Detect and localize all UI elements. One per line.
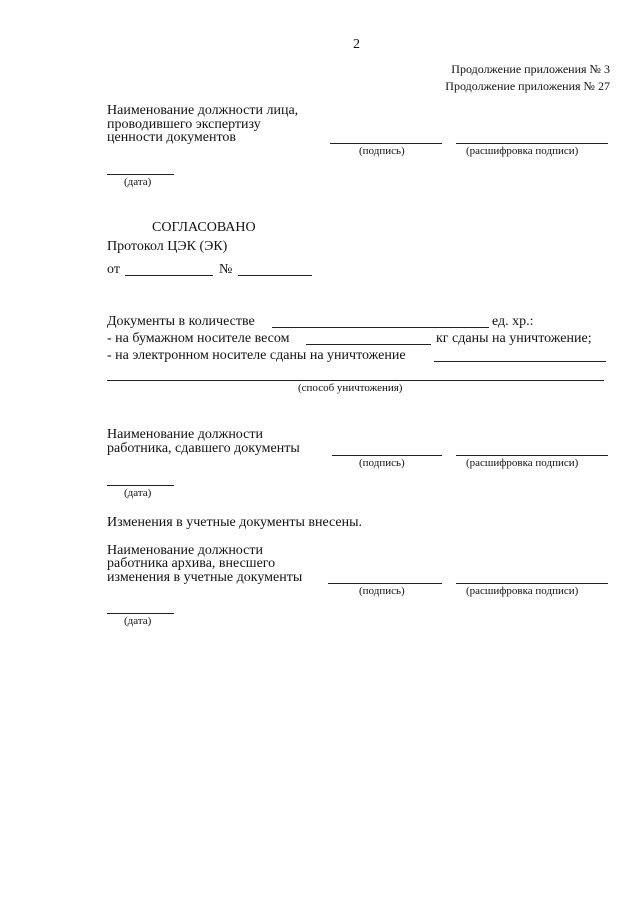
destruction-method-line[interactable] (107, 380, 604, 381)
handover-signature-line[interactable] (332, 455, 442, 456)
handover-decoding-line[interactable] (456, 455, 608, 456)
paper-weight-line[interactable] (306, 344, 431, 345)
handover-date-caption: (дата) (124, 487, 152, 499)
archive-date-caption: (дата) (124, 615, 152, 627)
archive-position-line-2: работника архива, внесшего (107, 556, 276, 571)
expert-decoding-caption: (расшифровка подписи) (466, 145, 579, 157)
documents-count-line[interactable] (272, 327, 489, 328)
protocol-number-sign: № (219, 262, 233, 277)
protocol-label: Протокол ЦЭК (ЭК) (107, 239, 228, 254)
documents-count-unit: ед. хр.: (492, 314, 534, 329)
electronic-carrier-line[interactable] (434, 361, 606, 362)
continuation-line-2: Продолжение приложения № 27 (445, 79, 610, 93)
handover-decoding-caption: (расшифровка подписи) (466, 457, 579, 469)
documents-count-label: Документы в количестве (107, 314, 255, 329)
expert-decoding-line[interactable] (456, 143, 608, 144)
destruction-method-caption: (способ уничтожения) (298, 382, 403, 394)
continuation-line-1: Продолжение приложения № 3 (451, 62, 610, 76)
expert-position-line-3: ценности документов (107, 130, 237, 145)
archive-position-line-1: Наименование должности (107, 543, 263, 558)
expert-signature-line[interactable] (330, 143, 442, 144)
handover-date-line[interactable] (107, 485, 174, 486)
expert-date-line[interactable] (107, 174, 174, 175)
approval-heading: СОГЛАСОВАНО (152, 220, 256, 235)
archive-date-line[interactable] (107, 613, 174, 614)
handover-position-line-1: Наименование должности (107, 427, 263, 442)
expert-signature-caption: (подпись) (359, 145, 405, 157)
archive-decoding-line[interactable] (456, 583, 608, 584)
handover-position-line-2: работника, сдавшего документы (107, 441, 300, 456)
protocol-date-line[interactable] (125, 275, 213, 276)
page-number: 2 (353, 37, 360, 52)
expert-date-caption: (дата) (124, 176, 152, 188)
paper-carrier-prefix: - на бумажном носителе весом (107, 331, 290, 346)
archive-signature-caption: (подпись) (359, 585, 405, 597)
archive-decoding-caption: (расшифровка подписи) (466, 585, 579, 597)
expert-position-line-1: Наименование должности лица, (107, 103, 299, 118)
changes-note: Изменения в учетные документы внесены. (107, 515, 363, 530)
handover-signature-caption: (подпись) (359, 457, 405, 469)
protocol-from-label: от (107, 262, 120, 277)
paper-carrier-suffix: кг сданы на уничтожение; (436, 331, 592, 346)
electronic-carrier-prefix: - на электронном носителе сданы на уничтожение (107, 348, 406, 363)
archive-signature-line[interactable] (328, 583, 442, 584)
expert-position-line-2: проводившего экспертизу (107, 117, 261, 132)
protocol-number-line[interactable] (238, 275, 312, 276)
archive-position-line-3: изменения в учетные документы (107, 570, 303, 585)
